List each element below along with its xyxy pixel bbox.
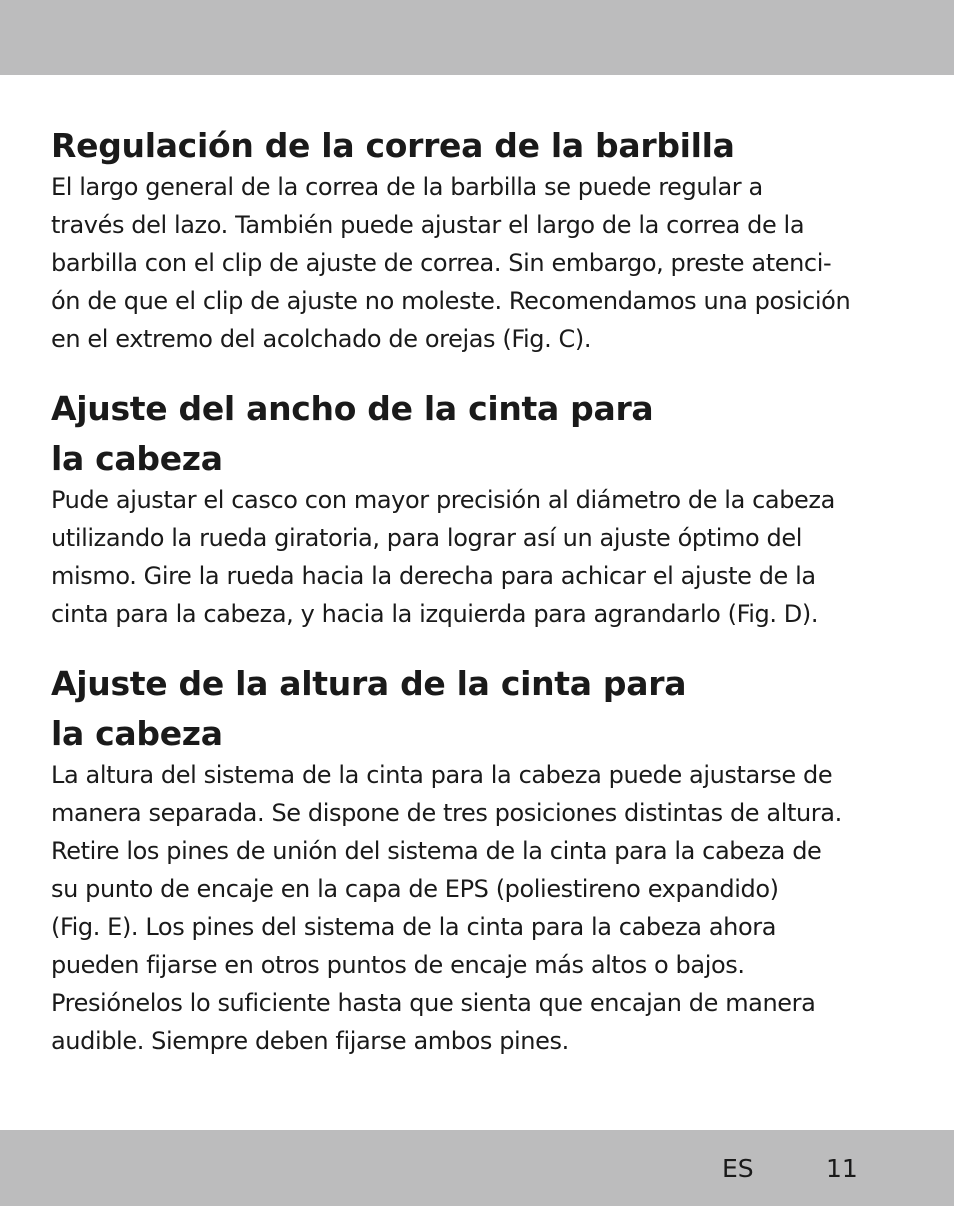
- language-code: ES: [722, 1154, 754, 1183]
- header-band: [0, 0, 954, 75]
- body-line: utilizando la rueda giratoria, para lograr así un ajuste óptimo del: [51, 524, 802, 552]
- section-chin-strap: [51, 121, 911, 358]
- section-heading: [51, 659, 911, 759]
- body-line: en el extremo del acolchado de orejas (Fig. C).: [51, 325, 592, 353]
- heading-line: la cabeza: [51, 439, 223, 478]
- page-number: 11: [826, 1154, 858, 1183]
- heading-line: Ajuste del ancho de la cinta para: [51, 389, 654, 428]
- section-body: [51, 481, 911, 633]
- section-heading: [51, 121, 911, 171]
- body-line: Retire los pines de unión del sistema de la cinta para la cabeza de: [51, 837, 822, 865]
- body-line: pueden fijarse en otros puntos de encaje más altos o bajos.: [51, 951, 745, 979]
- footer-band: [0, 1130, 954, 1206]
- body-line: Pude ajustar el casco con mayor precisión al diámetro de la cabeza: [51, 486, 835, 514]
- body-line: (Fig. E). Los pines del sistema de la cinta para la cabeza ahora: [51, 913, 777, 941]
- body-line: ón de que el clip de ajuste no moleste. Recomendamos una posición: [51, 287, 851, 315]
- section-body: [51, 756, 911, 1060]
- section-head-width: [51, 384, 911, 633]
- body-line: Presiónelos lo suficiente hasta que sienta que encajan de manera: [51, 989, 816, 1017]
- section-body: [51, 168, 911, 358]
- body-line: cinta para la cabeza, y hacia la izquierda para agrandarlo (Fig. D).: [51, 600, 819, 628]
- body-line: mismo. Gire la rueda hacia la derecha para achicar el ajuste de la: [51, 562, 816, 590]
- body-line: El largo general de la correa de la barbilla se puede regular a: [51, 173, 763, 201]
- heading-line: Ajuste de la altura de la cinta para: [51, 664, 687, 703]
- heading-line: la cabeza: [51, 714, 223, 753]
- body-line: su punto de encaje en la capa de EPS (poliestireno expandido): [51, 875, 779, 903]
- body-line: través del lazo. También puede ajustar el largo de la correa de la: [51, 211, 805, 239]
- body-line: audible. Siempre deben fijarse ambos pines.: [51, 1027, 569, 1055]
- section-heading: [51, 384, 911, 484]
- body-line: barbilla con el clip de ajuste de correa. Sin embargo, preste atenci-: [51, 249, 832, 277]
- section-head-height: [51, 659, 911, 1060]
- body-line: La altura del sistema de la cinta para la cabeza puede ajustarse de: [51, 761, 833, 789]
- heading-line: Regulación de la correa de la barbilla: [51, 126, 735, 165]
- body-line: manera separada. Se dispone de tres posiciones distintas de altura.: [51, 799, 842, 827]
